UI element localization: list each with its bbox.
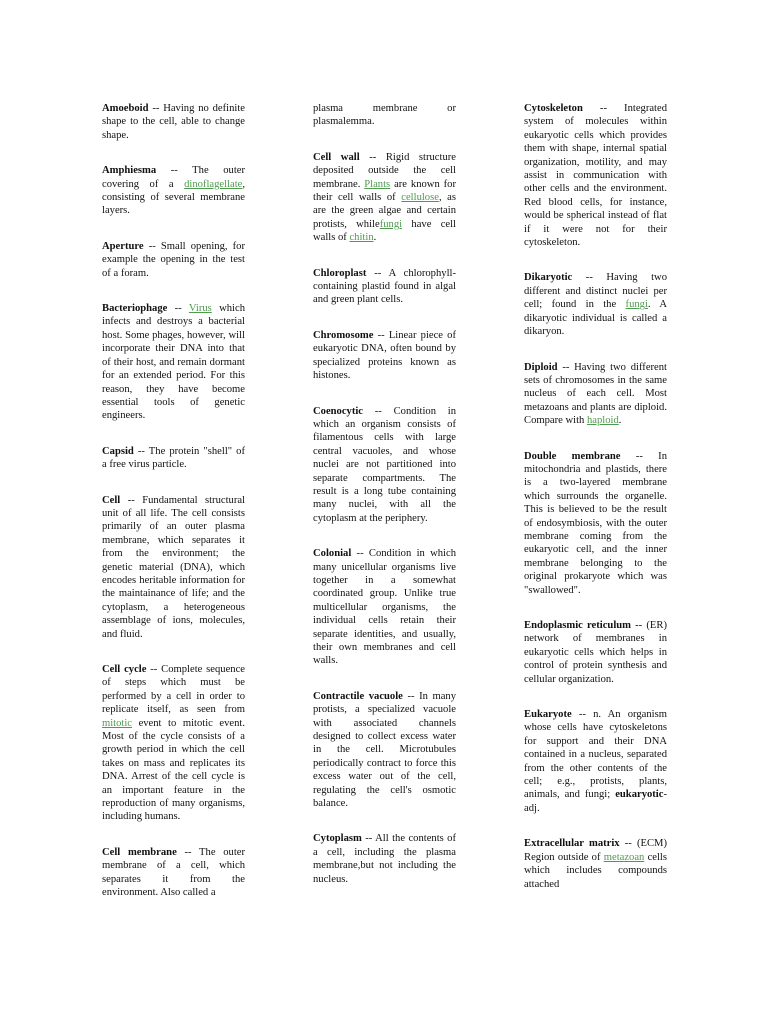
entry-text: -- The outer membrane of a cell, which separates it from the environment. Also called a <box>102 846 245 899</box>
entry-term: Aperture <box>102 240 144 252</box>
entry-text: -- All the contents of a cell, including the plasma membrane,but not including the nucleus. <box>313 833 456 885</box>
glossary-entry-coenocytic <box>313 405 456 526</box>
glossary-entry-chromosome <box>313 329 456 383</box>
entry-term: Cytoskeleton <box>524 103 583 114</box>
column-3 <box>524 102 667 913</box>
glossary-entry-dikaryotic <box>524 271 667 338</box>
glossary-entry-amoeboid <box>102 102 245 142</box>
glossary-entry-extracellular-matrix <box>524 837 667 891</box>
entry-term: Cell membrane <box>102 846 177 858</box>
entry-term: Cell <box>102 494 121 506</box>
column-1 <box>102 102 245 922</box>
entry-term: Endoplasmic reticulum <box>524 620 631 631</box>
link-fungi[interactable]: fungi <box>379 218 403 230</box>
link-mitotic[interactable]: mitotic <box>102 717 133 729</box>
entry-term: Cell wall <box>313 151 360 163</box>
entry-text: -- Complete sequence of steps which must be performed by a cell in order to replicate itself, as seen from <box>102 664 245 716</box>
column-2 <box>313 102 456 908</box>
entry-text: . A dikaryotic individual is called a dikaryon. <box>524 299 667 338</box>
entry-text: -- The outer covering of a <box>102 165 245 190</box>
glossary-entry-diploid <box>524 361 667 428</box>
entry-text: -- Small opening, for example the opening in the test of a foram. <box>102 240 245 279</box>
entry-term: Dikaryotic <box>524 272 573 284</box>
entry-text: -- The protein "shell" of a free virus particle. <box>102 445 245 471</box>
entry-text: which infects and destroys a bacterial host. Some phages, however, will incorporate their DNA into that of their host, and remain dormant for an extended period. For this reason, they have become essential tools of genetic engineers. <box>102 303 245 422</box>
entry-term: Cytoplasm <box>313 833 362 845</box>
link-metazoan[interactable]: metazoan <box>603 851 645 863</box>
entry-text: - adj. <box>524 789 667 814</box>
entry-text: -- Linear piece of eukaryotic DNA, often bound by specialized proteins known as histones. <box>313 329 456 382</box>
link-fungi[interactable]: fungi <box>625 299 648 311</box>
link-chitin[interactable]: chitin <box>349 232 374 244</box>
link-dinoflagellate[interactable]: dinoflagellate <box>184 178 243 190</box>
entry-text: cells which includes compounds attached <box>524 851 667 890</box>
entry-text: -- Rigid structure deposited outside the cell membrane. <box>313 151 456 190</box>
entry-text: -- Condition in which many unicellular organisms live together in a somewhat coordinated group. Unlike true multicellular organisms, the individual cells retain their separate identities, and usually, their own membranes and cell walls. <box>313 548 456 667</box>
entry-term: Colonial <box>313 548 352 560</box>
bold-term: eukaryotic <box>615 789 664 801</box>
entry-text: -- n. An organism whose cells have cytoskeletons for support and their DNA contained in a nucleus, separated from the other contents of the cell; e.g., protists, plants, animals, and fungi; <box>524 709 667 801</box>
entry-text: , as are the green algae and certain protists, while <box>313 192 457 230</box>
glossary-entry-continued <box>313 102 456 129</box>
entry-term: Chloroplast <box>313 267 367 279</box>
entry-text: -- (ECM) Region outside of <box>524 838 668 863</box>
link-plants[interactable]: Plants <box>364 178 391 190</box>
entry-text: event to mitotic event. Most of the cycle consists of a growth period in which the cell takes on mass and replicates its DNA. Arrest of the cell cycle is an important feature in the reproduction of many organisms, including humans. <box>102 717 245 823</box>
entry-text: -- Having no definite shape to the cell, able to change shape. <box>102 103 245 141</box>
glossary-entry-cell <box>102 494 245 641</box>
entry-text: -- Integrated system of molecules within eukaryotic cells which provides them with shape, internal spatial organization, motility, and may assist in communication with other cells and the environment. Red blood cells, for instance, would be spherical instead of flat if it were not for their cytoskeleton. <box>524 103 667 249</box>
entry-term: Eukaryote <box>524 709 572 721</box>
glossary-entry-amphiesma <box>102 164 245 218</box>
glossary-entry-cytoskeleton <box>524 102 667 249</box>
entry-term: Capsid <box>102 445 134 457</box>
entry-term: Diploid <box>524 361 558 373</box>
entry-term: Cell cycle <box>102 664 147 675</box>
entry-term: Bacteriophage <box>102 303 168 315</box>
entry-text: -- A chlorophyll-containing plastid found in algal and green plant cells. <box>313 267 456 306</box>
glossary-entry-bacteriophage <box>102 302 245 423</box>
glossary-entry-cell-cycle <box>102 663 245 824</box>
link-virus[interactable]: Virus <box>188 303 212 315</box>
entry-text: have cell walls of <box>313 218 456 244</box>
glossary-entry-cell-wall <box>313 151 456 245</box>
entry-term: Amoeboid <box>102 103 149 114</box>
entry-text: are known for their cell walls of <box>313 178 456 204</box>
entry-text: , consisting of several membrane layers. <box>102 178 245 217</box>
glossary-entry-aperture <box>102 240 245 280</box>
entry-term: Contractile vacuole <box>313 690 403 702</box>
entry-text: -- In mitochondria and plastids, there is a two-layered membrane which surrounds the organelle. This is believed to be the result of endosymbiosis, with the outer membrane coming from the eukaryotic cell, and the inner membrane belonging to the original prokaryote which was "swallowed". <box>524 450 667 596</box>
entry-term: Amphiesma <box>102 165 157 177</box>
entry-term: Chromosome <box>313 329 374 341</box>
entry-text: . <box>373 232 377 244</box>
entry-text: -- Having two different and distinct nuclei per cell; found in the <box>524 272 667 311</box>
entry-text: -- Fundamental structural unit of all life. The cell consists primarily of an outer plasma membrane, which separates it from the environment; the genetic material (DNA), which encodes heritable information for the maintainance of life; and the cytoplasm, a heterogeneous assemblage of ions, molecules, and fluid. <box>102 494 245 640</box>
entry-text: -- Condition in which an organism consists of filamentous cells with large central vacuoles, and whose nuclei are not partitioned into separate compartments. The result is a long tube containing many nuclei, with all the cytoplasm at the periphery. <box>313 405 456 524</box>
glossary-entry-chloroplast <box>313 267 456 307</box>
link-cellulose[interactable]: cellulose <box>401 192 439 204</box>
entry-text: -- Having two different sets of chromosomes in the same nucleus of each cell. Most metazoans and plants are diploid. Compare with <box>524 361 667 427</box>
entry-text: plasma membrane or plasmalemma. <box>313 103 456 128</box>
glossary-entry-contractile-vacuole <box>313 690 456 811</box>
glossary-entry-capsid <box>102 445 245 472</box>
entry-term: Coenocytic <box>313 405 364 417</box>
entry-text: -- (ER) network of membranes in eukaryotic cells which helps in control of protein synthesis and cellular organization. <box>524 620 667 685</box>
glossary-entry-endoplasmic-reticulum <box>524 619 667 686</box>
glossary-entry-eukaryote <box>524 708 667 815</box>
link-haploid[interactable]: haploid <box>586 415 619 427</box>
glossary-entry-cytoplasm <box>313 832 456 886</box>
entry-text: -- In many protists, a specialized vacuole with associated channels designed to collect excess water in the cell. Microtubules periodically contract to force this excess water out of the cell, regulating the cell's osmotic balance. <box>313 690 456 810</box>
glossary-entry-colonial <box>313 547 456 668</box>
entry-text: -- <box>167 303 189 315</box>
entry-term: Double membrane <box>524 450 621 462</box>
entry-term: Extracellular matrix <box>524 838 620 850</box>
glossary-entry-cell-membrane <box>102 846 245 900</box>
glossary-entry-double-membrane <box>524 450 667 597</box>
entry-text: . <box>618 415 622 427</box>
